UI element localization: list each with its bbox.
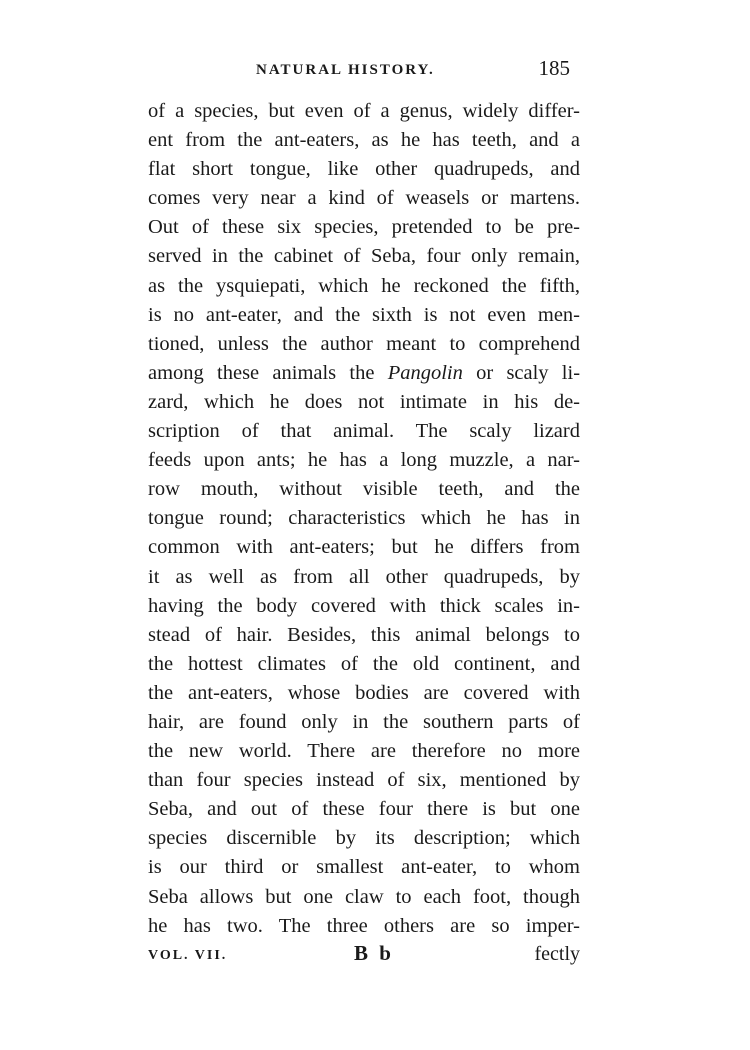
text-line: the ant-eaters, whose bodies are covered with xyxy=(148,681,580,704)
text-line: than four species instead of six, mentioned by xyxy=(148,769,580,792)
line-head: among these animals the xyxy=(148,361,375,384)
text-line: tioned, unless the author meant to comprehend xyxy=(148,332,580,355)
text-line: hair, are found only in the southern parts of xyxy=(148,710,580,733)
text-line: ent from the ant-eaters, as he has teeth, and a xyxy=(148,129,580,152)
text-line: Seba allows but one claw to each foot, though xyxy=(148,885,580,908)
body-text xyxy=(148,97,580,941)
text-line: having the body covered with thick scales in- xyxy=(148,594,580,617)
text-line: tongue round; characteristics which he has in xyxy=(148,507,580,530)
text-line: flat short tongue, like other quadrupeds, and xyxy=(148,158,580,181)
line-tail: or scaly li- xyxy=(476,361,581,384)
text-line: the new world. There are therefore no more xyxy=(148,740,580,763)
text-line: Seba, and out of these four there is but one xyxy=(148,798,580,821)
text-line: stead of hair. Besides, this animal belongs to xyxy=(148,623,580,646)
text-line: row mouth, without visible teeth, and the xyxy=(148,478,580,501)
text-line: as the ysquiepati, which he reckoned the fifth, xyxy=(148,274,580,297)
text-line: he has two. The three others are so imper- xyxy=(148,914,580,937)
text-line: scription of that animal. The scaly lizard xyxy=(148,420,580,443)
text-line: comes very near a kind of weasels or martens. xyxy=(148,187,580,210)
page-footer xyxy=(148,941,580,969)
text-line: the hottest climates of the old continent, and xyxy=(148,652,580,675)
running-title: NATURAL HISTORY. xyxy=(256,62,435,78)
text-line: zard, which he does not intimate in his de- xyxy=(148,390,580,413)
page-number: 185 xyxy=(538,56,570,80)
text-line: Out of these six species, pretended to be pre- xyxy=(148,216,580,239)
text-line: is our third or smallest ant-eater, to whom xyxy=(148,856,580,879)
text-line: is no ant-eater, and the sixth is not even men- xyxy=(148,303,580,326)
text-line: it as well as from all other quadrupeds, by xyxy=(148,565,580,588)
text-line: common with ant-eaters; but he differs from xyxy=(148,536,580,559)
signature-mark: B b xyxy=(354,941,394,965)
volume-label: VOL. VII. xyxy=(148,948,228,963)
text-line-with-italic xyxy=(148,359,580,388)
catchword: fectly xyxy=(534,943,580,965)
italic-term: Pangolin xyxy=(387,361,463,384)
text-line: served in the cabinet of Seba, four only remain, xyxy=(148,245,580,268)
text-line: of a species, but even of a genus, widely differ- xyxy=(148,100,580,122)
text-line: species discernible by its description; which xyxy=(148,827,580,850)
running-head xyxy=(148,56,580,86)
text-line: feeds upon ants; he has a long muzzle, a nar- xyxy=(148,449,580,472)
